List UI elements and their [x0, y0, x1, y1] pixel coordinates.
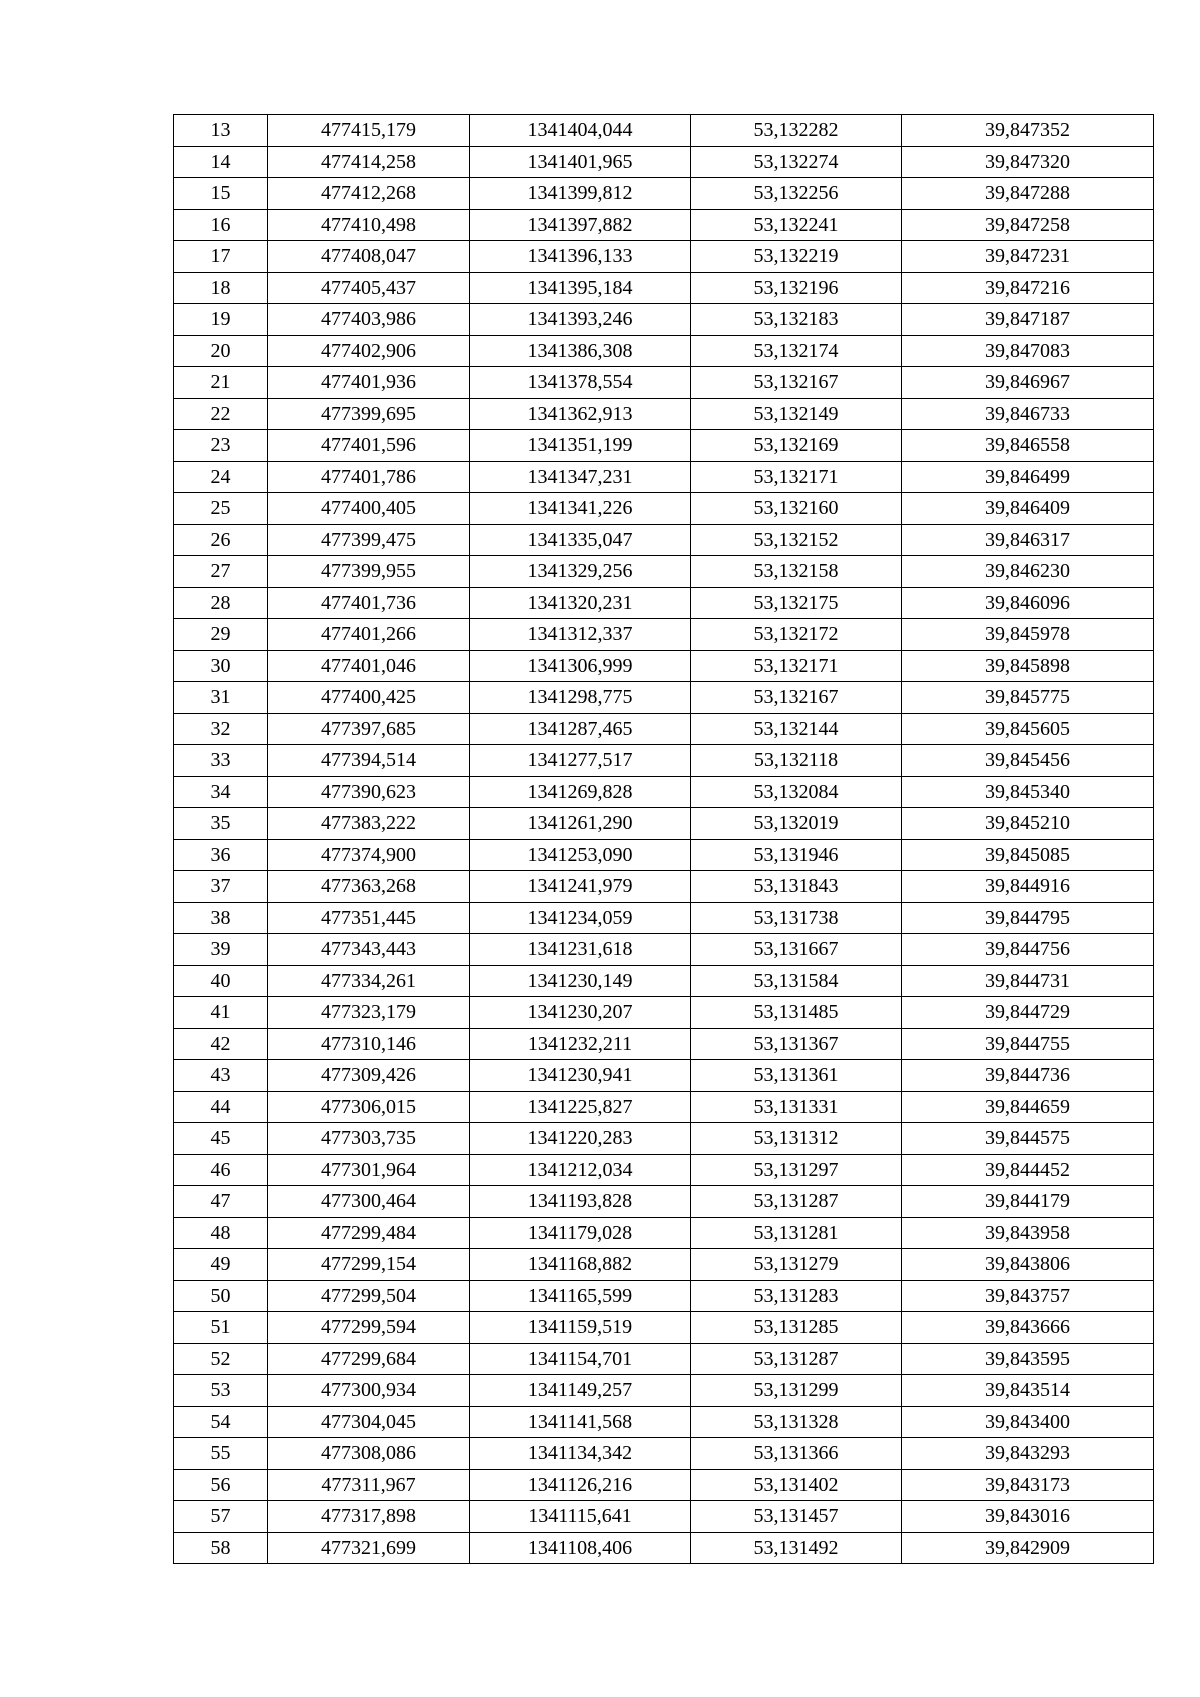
y-coordinate-cell: 1341234,059	[470, 902, 691, 934]
x-coordinate-cell: 477309,426	[268, 1060, 470, 1092]
point-number-cell: 34	[174, 776, 268, 808]
table-row	[174, 1060, 1154, 1092]
table-row	[174, 335, 1154, 367]
point-number-cell: 42	[174, 1028, 268, 1060]
table-row	[174, 1154, 1154, 1186]
table-row	[174, 1438, 1154, 1470]
latitude-cell: 53,132167	[691, 682, 902, 714]
y-coordinate-cell: 1341230,149	[470, 965, 691, 997]
table-row	[174, 1249, 1154, 1281]
longitude-cell: 39,846317	[902, 524, 1154, 556]
x-coordinate-cell: 477299,484	[268, 1217, 470, 1249]
x-coordinate-cell: 477415,179	[268, 115, 470, 147]
point-number-cell: 53	[174, 1375, 268, 1407]
y-coordinate-cell: 1341126,216	[470, 1469, 691, 1501]
longitude-cell: 39,846409	[902, 493, 1154, 525]
table-row	[174, 776, 1154, 808]
table-row	[174, 1028, 1154, 1060]
x-coordinate-cell: 477310,146	[268, 1028, 470, 1060]
latitude-cell: 53,132144	[691, 713, 902, 745]
table-row	[174, 1312, 1154, 1344]
coordinates-table-body	[174, 115, 1154, 1564]
y-coordinate-cell: 1341134,342	[470, 1438, 691, 1470]
longitude-cell: 39,843173	[902, 1469, 1154, 1501]
latitude-cell: 53,132171	[691, 650, 902, 682]
point-number-cell: 26	[174, 524, 268, 556]
y-coordinate-cell: 1341149,257	[470, 1375, 691, 1407]
table-row	[174, 1343, 1154, 1375]
longitude-cell: 39,844731	[902, 965, 1154, 997]
longitude-cell: 39,843595	[902, 1343, 1154, 1375]
latitude-cell: 53,132169	[691, 430, 902, 462]
latitude-cell: 53,132084	[691, 776, 902, 808]
point-number-cell: 18	[174, 272, 268, 304]
point-number-cell: 49	[174, 1249, 268, 1281]
longitude-cell: 39,844756	[902, 934, 1154, 966]
latitude-cell: 53,132118	[691, 745, 902, 777]
longitude-cell: 39,844916	[902, 871, 1154, 903]
x-coordinate-cell: 477399,695	[268, 398, 470, 430]
table-row	[174, 902, 1154, 934]
point-number-cell: 33	[174, 745, 268, 777]
x-coordinate-cell: 477301,964	[268, 1154, 470, 1186]
longitude-cell: 39,846096	[902, 587, 1154, 619]
latitude-cell: 53,132175	[691, 587, 902, 619]
longitude-cell: 39,845898	[902, 650, 1154, 682]
latitude-cell: 53,131299	[691, 1375, 902, 1407]
longitude-cell: 39,845456	[902, 745, 1154, 777]
point-number-cell: 41	[174, 997, 268, 1029]
table-row	[174, 713, 1154, 745]
latitude-cell: 53,131361	[691, 1060, 902, 1092]
y-coordinate-cell: 1341241,979	[470, 871, 691, 903]
table-row	[174, 587, 1154, 619]
point-number-cell: 40	[174, 965, 268, 997]
x-coordinate-cell: 477400,405	[268, 493, 470, 525]
y-coordinate-cell: 1341395,184	[470, 272, 691, 304]
table-row	[174, 934, 1154, 966]
x-coordinate-cell: 477410,498	[268, 209, 470, 241]
point-number-cell: 13	[174, 115, 268, 147]
latitude-cell: 53,132183	[691, 304, 902, 336]
latitude-cell: 53,132152	[691, 524, 902, 556]
latitude-cell: 53,132167	[691, 367, 902, 399]
latitude-cell: 53,131457	[691, 1501, 902, 1533]
longitude-cell: 39,843958	[902, 1217, 1154, 1249]
latitude-cell: 53,132171	[691, 461, 902, 493]
longitude-cell: 39,843666	[902, 1312, 1154, 1344]
longitude-cell: 39,847083	[902, 335, 1154, 367]
x-coordinate-cell: 477390,623	[268, 776, 470, 808]
point-number-cell: 15	[174, 178, 268, 210]
x-coordinate-cell: 477412,268	[268, 178, 470, 210]
point-number-cell: 55	[174, 1438, 268, 1470]
table-row	[174, 839, 1154, 871]
point-number-cell: 14	[174, 146, 268, 178]
table-row	[174, 146, 1154, 178]
point-number-cell: 25	[174, 493, 268, 525]
longitude-cell: 39,843514	[902, 1375, 1154, 1407]
table-row	[174, 619, 1154, 651]
table-row	[174, 1280, 1154, 1312]
point-number-cell: 23	[174, 430, 268, 462]
table-row	[174, 1406, 1154, 1438]
table-row	[174, 430, 1154, 462]
x-coordinate-cell: 477343,443	[268, 934, 470, 966]
y-coordinate-cell: 1341179,028	[470, 1217, 691, 1249]
latitude-cell: 53,131283	[691, 1280, 902, 1312]
x-coordinate-cell: 477400,425	[268, 682, 470, 714]
longitude-cell: 39,844736	[902, 1060, 1154, 1092]
table-row	[174, 461, 1154, 493]
x-coordinate-cell: 477394,514	[268, 745, 470, 777]
x-coordinate-cell: 477306,015	[268, 1091, 470, 1123]
point-number-cell: 20	[174, 335, 268, 367]
y-coordinate-cell: 1341141,568	[470, 1406, 691, 1438]
longitude-cell: 39,847352	[902, 115, 1154, 147]
table-row	[174, 682, 1154, 714]
x-coordinate-cell: 477397,685	[268, 713, 470, 745]
latitude-cell: 53,131328	[691, 1406, 902, 1438]
point-number-cell: 48	[174, 1217, 268, 1249]
x-coordinate-cell: 477405,437	[268, 272, 470, 304]
table-row	[174, 272, 1154, 304]
y-coordinate-cell: 1341329,256	[470, 556, 691, 588]
x-coordinate-cell: 477401,046	[268, 650, 470, 682]
x-coordinate-cell: 477401,596	[268, 430, 470, 462]
latitude-cell: 53,131492	[691, 1532, 902, 1564]
longitude-cell: 39,844755	[902, 1028, 1154, 1060]
latitude-cell: 53,131287	[691, 1343, 902, 1375]
point-number-cell: 24	[174, 461, 268, 493]
latitude-cell: 53,132241	[691, 209, 902, 241]
longitude-cell: 39,847187	[902, 304, 1154, 336]
x-coordinate-cell: 477334,261	[268, 965, 470, 997]
point-number-cell: 35	[174, 808, 268, 840]
longitude-cell: 39,843757	[902, 1280, 1154, 1312]
y-coordinate-cell: 1341404,044	[470, 115, 691, 147]
point-number-cell: 52	[174, 1343, 268, 1375]
table-row	[174, 1217, 1154, 1249]
x-coordinate-cell: 477317,898	[268, 1501, 470, 1533]
latitude-cell: 53,131297	[691, 1154, 902, 1186]
longitude-cell: 39,844575	[902, 1123, 1154, 1155]
longitude-cell: 39,847258	[902, 209, 1154, 241]
y-coordinate-cell: 1341378,554	[470, 367, 691, 399]
point-number-cell: 28	[174, 587, 268, 619]
latitude-cell: 53,131485	[691, 997, 902, 1029]
longitude-cell: 39,846499	[902, 461, 1154, 493]
longitude-cell: 39,843016	[902, 1501, 1154, 1533]
table-row	[174, 367, 1154, 399]
point-number-cell: 50	[174, 1280, 268, 1312]
longitude-cell: 39,847231	[902, 241, 1154, 273]
y-coordinate-cell: 1341168,882	[470, 1249, 691, 1281]
y-coordinate-cell: 1341220,283	[470, 1123, 691, 1155]
longitude-cell: 39,844179	[902, 1186, 1154, 1218]
latitude-cell: 53,131667	[691, 934, 902, 966]
x-coordinate-cell: 477304,045	[268, 1406, 470, 1438]
latitude-cell: 53,131281	[691, 1217, 902, 1249]
x-coordinate-cell: 477401,786	[268, 461, 470, 493]
table-row	[174, 997, 1154, 1029]
point-number-cell: 27	[174, 556, 268, 588]
y-coordinate-cell: 1341232,211	[470, 1028, 691, 1060]
x-coordinate-cell: 477383,222	[268, 808, 470, 840]
table-row	[174, 178, 1154, 210]
y-coordinate-cell: 1341335,047	[470, 524, 691, 556]
point-number-cell: 16	[174, 209, 268, 241]
x-coordinate-cell: 477363,268	[268, 871, 470, 903]
table-row	[174, 745, 1154, 777]
coordinates-table	[173, 114, 1154, 1564]
point-number-cell: 46	[174, 1154, 268, 1186]
point-number-cell: 36	[174, 839, 268, 871]
x-coordinate-cell: 477308,086	[268, 1438, 470, 1470]
table-row	[174, 115, 1154, 147]
y-coordinate-cell: 1341261,290	[470, 808, 691, 840]
latitude-cell: 53,132256	[691, 178, 902, 210]
longitude-cell: 39,845775	[902, 682, 1154, 714]
y-coordinate-cell: 1341115,641	[470, 1501, 691, 1533]
latitude-cell: 53,131946	[691, 839, 902, 871]
point-number-cell: 54	[174, 1406, 268, 1438]
longitude-cell: 39,845978	[902, 619, 1154, 651]
y-coordinate-cell: 1341306,999	[470, 650, 691, 682]
latitude-cell: 53,131312	[691, 1123, 902, 1155]
x-coordinate-cell: 477403,986	[268, 304, 470, 336]
latitude-cell: 53,132172	[691, 619, 902, 651]
table-row	[174, 556, 1154, 588]
y-coordinate-cell: 1341230,207	[470, 997, 691, 1029]
table-row	[174, 241, 1154, 273]
longitude-cell: 39,845210	[902, 808, 1154, 840]
point-number-cell: 57	[174, 1501, 268, 1533]
x-coordinate-cell: 477311,967	[268, 1469, 470, 1501]
x-coordinate-cell: 477408,047	[268, 241, 470, 273]
x-coordinate-cell: 477401,266	[268, 619, 470, 651]
y-coordinate-cell: 1341225,827	[470, 1091, 691, 1123]
longitude-cell: 39,843400	[902, 1406, 1154, 1438]
y-coordinate-cell: 1341253,090	[470, 839, 691, 871]
x-coordinate-cell: 477399,475	[268, 524, 470, 556]
point-number-cell: 56	[174, 1469, 268, 1501]
table-row	[174, 650, 1154, 682]
table-row	[174, 808, 1154, 840]
y-coordinate-cell: 1341397,882	[470, 209, 691, 241]
x-coordinate-cell: 477299,594	[268, 1312, 470, 1344]
latitude-cell: 53,131738	[691, 902, 902, 934]
longitude-cell: 39,846967	[902, 367, 1154, 399]
y-coordinate-cell: 1341362,913	[470, 398, 691, 430]
point-number-cell: 22	[174, 398, 268, 430]
longitude-cell: 39,845605	[902, 713, 1154, 745]
x-coordinate-cell: 477300,934	[268, 1375, 470, 1407]
x-coordinate-cell: 477300,464	[268, 1186, 470, 1218]
y-coordinate-cell: 1341347,231	[470, 461, 691, 493]
latitude-cell: 53,131287	[691, 1186, 902, 1218]
longitude-cell: 39,844452	[902, 1154, 1154, 1186]
latitude-cell: 53,132196	[691, 272, 902, 304]
x-coordinate-cell: 477401,936	[268, 367, 470, 399]
point-number-cell: 17	[174, 241, 268, 273]
latitude-cell: 53,131843	[691, 871, 902, 903]
latitude-cell: 53,131331	[691, 1091, 902, 1123]
longitude-cell: 39,847216	[902, 272, 1154, 304]
point-number-cell: 21	[174, 367, 268, 399]
x-coordinate-cell: 477414,258	[268, 146, 470, 178]
longitude-cell: 39,844729	[902, 997, 1154, 1029]
table-row	[174, 1501, 1154, 1533]
table-row	[174, 398, 1154, 430]
point-number-cell: 38	[174, 902, 268, 934]
table-row	[174, 304, 1154, 336]
latitude-cell: 53,132274	[691, 146, 902, 178]
x-coordinate-cell: 477402,906	[268, 335, 470, 367]
table-row	[174, 1469, 1154, 1501]
longitude-cell: 39,845085	[902, 839, 1154, 871]
latitude-cell: 53,132174	[691, 335, 902, 367]
table-row	[174, 965, 1154, 997]
longitude-cell: 39,846558	[902, 430, 1154, 462]
point-number-cell: 30	[174, 650, 268, 682]
latitude-cell: 53,132219	[691, 241, 902, 273]
latitude-cell: 53,132158	[691, 556, 902, 588]
table-row	[174, 209, 1154, 241]
latitude-cell: 53,131402	[691, 1469, 902, 1501]
table-row	[174, 1091, 1154, 1123]
latitude-cell: 53,132019	[691, 808, 902, 840]
table-row	[174, 1186, 1154, 1218]
x-coordinate-cell: 477299,504	[268, 1280, 470, 1312]
latitude-cell: 53,131367	[691, 1028, 902, 1060]
point-number-cell: 45	[174, 1123, 268, 1155]
y-coordinate-cell: 1341108,406	[470, 1532, 691, 1564]
x-coordinate-cell: 477399,955	[268, 556, 470, 588]
y-coordinate-cell: 1341154,701	[470, 1343, 691, 1375]
y-coordinate-cell: 1341298,775	[470, 682, 691, 714]
longitude-cell: 39,847288	[902, 178, 1154, 210]
x-coordinate-cell: 477401,736	[268, 587, 470, 619]
y-coordinate-cell: 1341351,199	[470, 430, 691, 462]
table-row	[174, 1375, 1154, 1407]
point-number-cell: 43	[174, 1060, 268, 1092]
point-number-cell: 37	[174, 871, 268, 903]
x-coordinate-cell: 477303,735	[268, 1123, 470, 1155]
y-coordinate-cell: 1341401,965	[470, 146, 691, 178]
x-coordinate-cell: 477323,179	[268, 997, 470, 1029]
y-coordinate-cell: 1341277,517	[470, 745, 691, 777]
latitude-cell: 53,131584	[691, 965, 902, 997]
y-coordinate-cell: 1341320,231	[470, 587, 691, 619]
table-row	[174, 1532, 1154, 1564]
x-coordinate-cell: 477321,699	[268, 1532, 470, 1564]
latitude-cell: 53,131366	[691, 1438, 902, 1470]
point-number-cell: 39	[174, 934, 268, 966]
x-coordinate-cell: 477299,154	[268, 1249, 470, 1281]
table-row	[174, 871, 1154, 903]
longitude-cell: 39,846733	[902, 398, 1154, 430]
longitude-cell: 39,843293	[902, 1438, 1154, 1470]
y-coordinate-cell: 1341287,465	[470, 713, 691, 745]
point-number-cell: 19	[174, 304, 268, 336]
latitude-cell: 53,132160	[691, 493, 902, 525]
y-coordinate-cell: 1341393,246	[470, 304, 691, 336]
longitude-cell: 39,847320	[902, 146, 1154, 178]
point-number-cell: 31	[174, 682, 268, 714]
y-coordinate-cell: 1341165,599	[470, 1280, 691, 1312]
table-row	[174, 1123, 1154, 1155]
table-row	[174, 493, 1154, 525]
x-coordinate-cell: 477351,445	[268, 902, 470, 934]
y-coordinate-cell: 1341399,812	[470, 178, 691, 210]
longitude-cell: 39,844795	[902, 902, 1154, 934]
latitude-cell: 53,132282	[691, 115, 902, 147]
y-coordinate-cell: 1341341,226	[470, 493, 691, 525]
y-coordinate-cell: 1341212,034	[470, 1154, 691, 1186]
longitude-cell: 39,845340	[902, 776, 1154, 808]
y-coordinate-cell: 1341386,308	[470, 335, 691, 367]
latitude-cell: 53,131285	[691, 1312, 902, 1344]
point-number-cell: 58	[174, 1532, 268, 1564]
y-coordinate-cell: 1341231,618	[470, 934, 691, 966]
y-coordinate-cell: 1341269,828	[470, 776, 691, 808]
latitude-cell: 53,131279	[691, 1249, 902, 1281]
longitude-cell: 39,844659	[902, 1091, 1154, 1123]
point-number-cell: 47	[174, 1186, 268, 1218]
y-coordinate-cell: 1341396,133	[470, 241, 691, 273]
latitude-cell: 53,132149	[691, 398, 902, 430]
x-coordinate-cell: 477299,684	[268, 1343, 470, 1375]
longitude-cell: 39,846230	[902, 556, 1154, 588]
y-coordinate-cell: 1341193,828	[470, 1186, 691, 1218]
point-number-cell: 29	[174, 619, 268, 651]
y-coordinate-cell: 1341159,519	[470, 1312, 691, 1344]
point-number-cell: 51	[174, 1312, 268, 1344]
table-row	[174, 524, 1154, 556]
y-coordinate-cell: 1341312,337	[470, 619, 691, 651]
point-number-cell: 32	[174, 713, 268, 745]
y-coordinate-cell: 1341230,941	[470, 1060, 691, 1092]
x-coordinate-cell: 477374,900	[268, 839, 470, 871]
point-number-cell: 44	[174, 1091, 268, 1123]
longitude-cell: 39,843806	[902, 1249, 1154, 1281]
longitude-cell: 39,842909	[902, 1532, 1154, 1564]
